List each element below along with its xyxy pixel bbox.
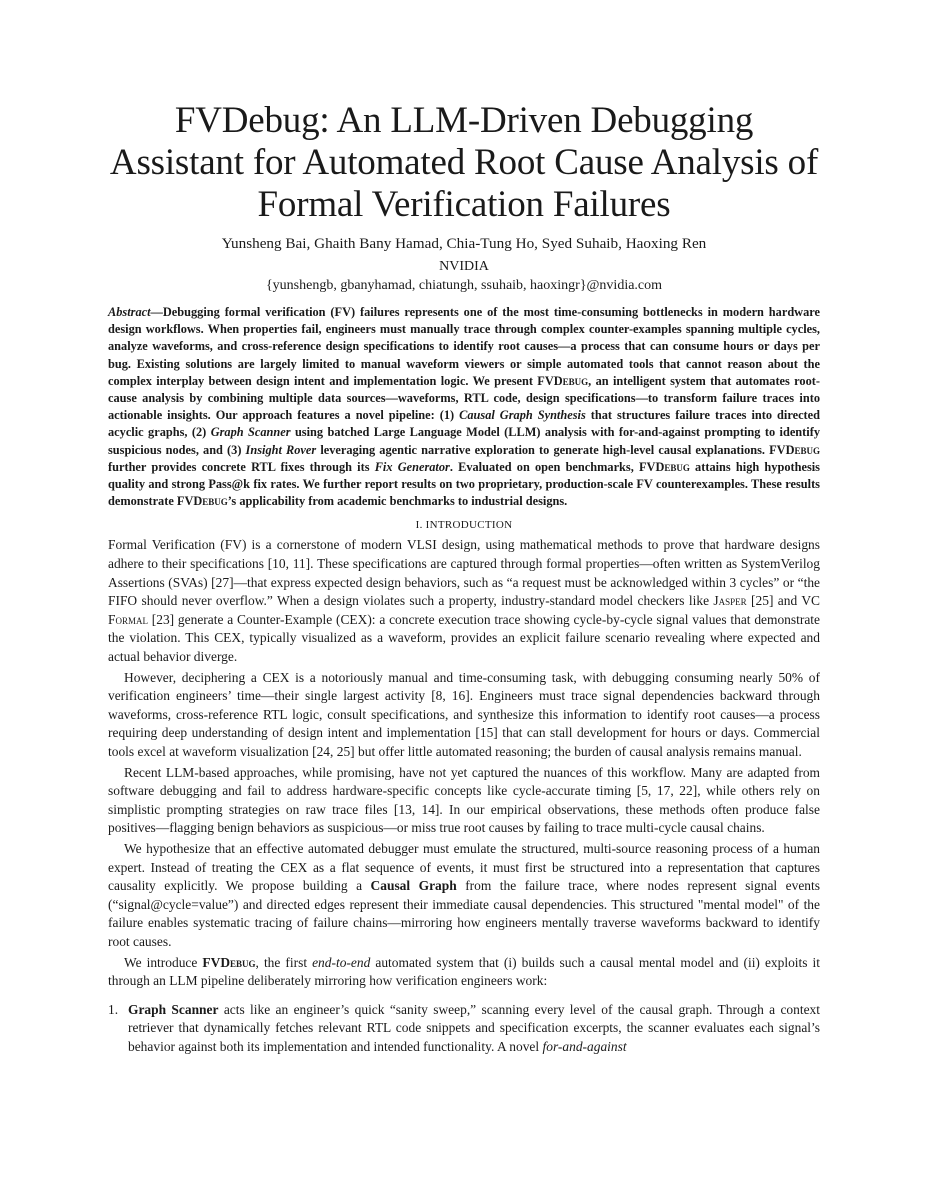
- paragraph-text: , the first: [255, 954, 313, 970]
- abstract-text: Debug: [553, 373, 589, 388]
- abstract-text: Insight Rover: [245, 442, 317, 457]
- paragraph-text: FV: [202, 954, 221, 970]
- abstract-label: Abstract: [108, 305, 151, 319]
- author-emails: {yunshengb, gbanyhamad, chiatungh, ssuhaib, haoxingr}@nvidia.com: [265, 278, 663, 293]
- paragraph-text: We introduce: [124, 954, 203, 970]
- paragraph-text: end-to-end: [312, 954, 371, 970]
- list-item: [108, 1001, 820, 1057]
- paragraph: [108, 840, 820, 952]
- paragraph-text: from the failure trace, where nodes represent signal events (“signal@cycle=value”) and directed edges represent their immediate causal dependencies. This structured "mental model" of the failure enables systematic tracing of failure chains—mirroring how engineers mentally traverse waveforms backward to identify root causes.: [108, 878, 820, 949]
- paragraph: [108, 536, 820, 666]
- list-item-text: Graph Scanner: [128, 1001, 219, 1017]
- paragraph-text: [202, 955, 255, 970]
- paragraph: [108, 954, 820, 991]
- paragraph-text: Formal Verification (FV) is a cornerstone of modern VLSI design, using mathematical methods to prove that hardware designs adhere to their specifications [10, 11]. These specifications are captured through formal properties—often written as SystemVerilog Assertions (SVAs) [27]—that express expected design behaviors, such as “a request must be acknowledged within 3 cycles” or “the FIFO should never overflow.” When a design violates such a property, industry-standard model checkers like: [108, 537, 820, 609]
- paragraph-text: We hypothesize that an effective automated debugger must emulate the structured, multi-source reasoning process of a human expert. Instead of treating the CEX as a flat sequence of events, it must first be structured into a representation that captures causality explicitly. We propose building a: [108, 840, 820, 894]
- abstract-text: using batched Large Language Model (LLM) analysis with for-and-against prompting to identify suspicious nodes, and (3): [108, 425, 820, 457]
- paragraph-text: Jasper: [713, 593, 747, 609]
- paragraph-text: [25] and VC: [746, 593, 821, 609]
- author-list: Yunsheng Bai, Ghaith Bany Hamad, Chia-Tung Ho, Syed Suhaib, Haoxing Ren: [221, 235, 707, 252]
- abstract-text: attains high hypothesis quality and strong Pass@k fix rates. We further report results on two proprietary, production-scale FV counterexamples. These results demonstrate FV: [108, 459, 820, 509]
- paragraph: Recent LLM-based approaches, while promising, have not yet captured the nuances of this workflow. Many are adapted from software debugging and fail to address hardware-specific concepts like cycle-accurate timing [5, 17, 22], while others rely on simplistic prompting strategies on raw trace files [13, 14]. In our empirical observations, these methods often produce false positives—flagging benign behaviors as suspicious—or miss true root causes by failing to trace multi-cycle causal chains.: [108, 764, 820, 836]
- abstract-text: ’s applicability from academic benchmarks to industrial designs.: [227, 494, 568, 509]
- list-item-text: acts like an engineer’s quick “sanity sweep,” scanning every level of the causal graph. Through a context retriever that dynamically fetches relevant RTL code snippets and specification excerpts, the scanner evaluates each signal’s behavior against both its implementation and intended functionality. A novel: [128, 1001, 820, 1054]
- abstract-text: Debug: [785, 442, 820, 457]
- list-item-text: for-and-against: [542, 1038, 627, 1054]
- paragraph-text: [23] generate a Counter-Example (CEX): a concrete execution trace showing cycle-by-cycle signal values that demonstrate the violation. This CEX, typically visualized as a waveform, provides an explicit failure scenario revealing where expected and actual behavior diverge.: [108, 611, 820, 664]
- abstract-text: . Evaluated on open benchmarks, FV: [449, 459, 656, 474]
- abstract: [108, 304, 820, 510]
- abstract-text: , an intelligent system that automates root-cause analysis by combining multiple data sources—waveforms, RTL code, design specifications—to transform failure traces into actionable insights. Our approach features a novel pipeline: (1): [108, 373, 820, 423]
- paragraph-text: Debug: [220, 954, 256, 970]
- abstract-text: Fix Generator: [374, 459, 450, 474]
- abstract-text: —Debugging formal verification (FV) failures represents one of the most time-consuming bottlenecks in modern hardware design workflows. When properties fail, engineers must manually trace through complex counter-examples spanning multiple cycles, analyze waveforms, and cross-reference design specifications to identify root causes—a process that can consume hours or days per bug. Existing solutions are largely limited to manual waveform viewers or simple automated tools that cannot reason about the complex interplay between design intent and implementation logic. We present FV: [108, 305, 820, 388]
- paragraph: However, deciphering a CEX is a notoriously manual and time-consuming task, with debugging consuming nearly 50% of verification engineers’ time—their single largest activity [8, 16]. Engineers must trace signal dependencies backward through waveforms, cross-reference RTL logic, consult specifications, and synthesize this information to identify root causes—a process requiring deep understanding of design intent and implementation [15] that can stall development for hours or days. Commercial tools excel at waveform visualization [24, 25] but offer little automated reasoning; the burden of causal analysis remains manual.: [108, 669, 820, 759]
- abstract-text: further provides concrete RTL fixes through its: [108, 459, 375, 474]
- abstract-text: that structures failure traces into directed acyclic graphs, (2): [108, 408, 821, 440]
- list-item-number: 1.: [108, 1001, 119, 1017]
- section-heading: I. INTRODUCTION: [415, 519, 513, 532]
- introduction-body: [108, 536, 820, 1056]
- abstract-text: leveraging agentic narrative exploration to generate high-level causal explanations. FV: [316, 442, 786, 457]
- contribution-list: [108, 1001, 820, 1057]
- paragraph-text: automated system that (i) builds such a causal mental model and (ii) exploits it through an LLM pipeline deliberately mirroring how verification engineers work:: [108, 954, 821, 989]
- abstract-text: Debug: [655, 459, 690, 474]
- abstract-text: Debug: [193, 494, 228, 509]
- paragraph-text: Causal Graph: [370, 878, 457, 894]
- abstract-text: Graph Scanner: [210, 425, 291, 440]
- paragraph-text: Formal: [108, 611, 148, 627]
- paper-page: [108, 100, 820, 1056]
- affiliation: NVIDIA: [439, 259, 489, 274]
- paper-title: FVDebug: An LLM-Driven Debugging Assistant for Automated Root Cause Analysis of Formal Verification Failures: [109, 100, 819, 225]
- abstract-text: Causal Graph Synthesis: [459, 408, 586, 423]
